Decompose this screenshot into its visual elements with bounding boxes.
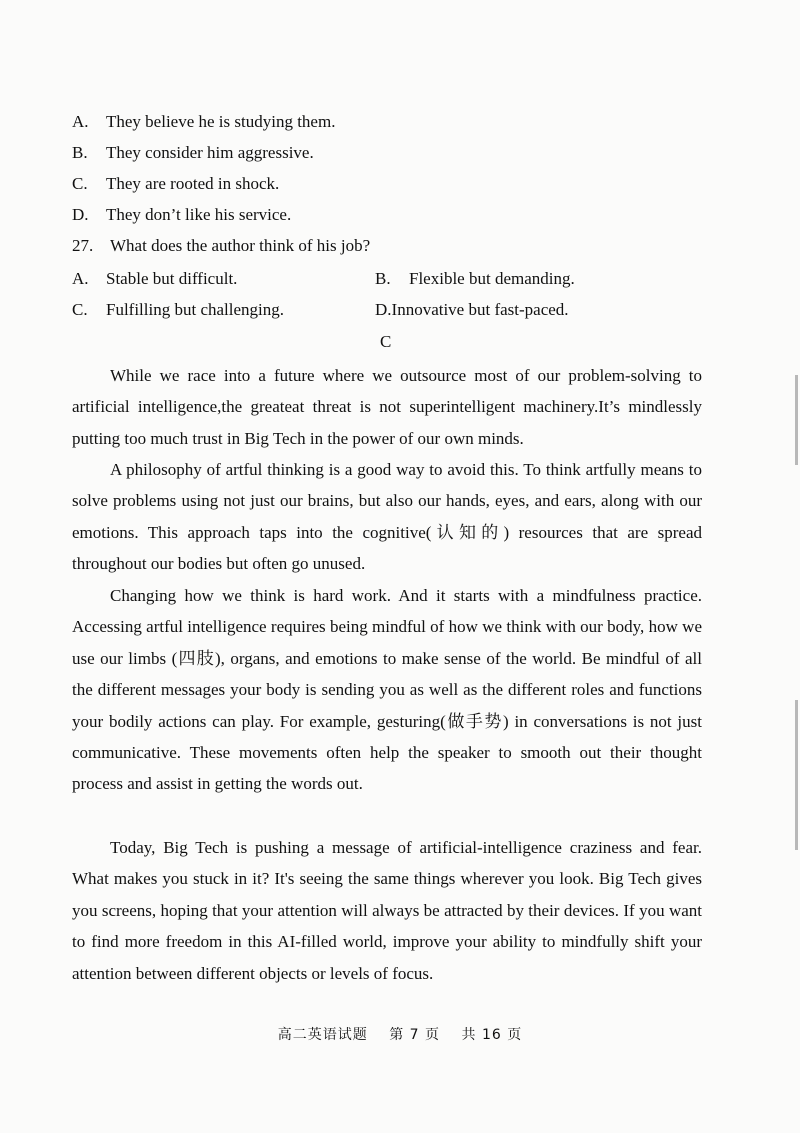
page-footer bbox=[0, 1026, 800, 1044]
scan-edge-mark bbox=[795, 700, 798, 850]
footer-total: 共 16 页 bbox=[461, 1027, 523, 1043]
scan-edge-mark bbox=[795, 375, 798, 465]
option-label: C. bbox=[72, 174, 88, 193]
option-text: Innovative but fast-paced. bbox=[391, 300, 569, 319]
option-label: B. bbox=[375, 269, 391, 288]
option-text: They believe he is studying them. bbox=[106, 112, 336, 131]
option-27-a bbox=[72, 269, 237, 289]
option-text: They don’t like his service. bbox=[106, 205, 292, 224]
option-26-b bbox=[72, 143, 314, 163]
question-text: What does the author think of his job? bbox=[110, 236, 371, 255]
option-26-d bbox=[72, 205, 291, 225]
option-label: D. bbox=[375, 300, 392, 319]
option-27-b bbox=[375, 269, 575, 289]
option-text: Stable but difficult. bbox=[106, 269, 238, 288]
footer-title: 高二英语试题 bbox=[277, 1027, 368, 1043]
option-27-d bbox=[375, 300, 569, 320]
question-number: 27. bbox=[72, 236, 94, 255]
option-label: B. bbox=[72, 143, 88, 162]
passage-paragraph-4: Today, Big Tech is pushing a message of artificial-intelligence craziness and fear. What makes you stuck in it? It's seeing the same things wherever you look. Big Tech gives you screens, hoping that your attention will always be attracted by their devices. If you want to find more freedom in this AI-filled world, improve your ability to mindfully shift your attention between different objects or levels of focus. bbox=[72, 838, 702, 983]
option-text: Fulfilling but challenging. bbox=[106, 300, 285, 319]
option-27-c bbox=[72, 300, 284, 320]
passage-paragraph-1: While we race into a future where we outsource most of our problem-solving to artificial intelligence,the greateat threat is not superintelligent machinery.It’s mindlessly putting too much trust in Big Tech in the power of our own minds. bbox=[72, 366, 702, 448]
section-heading: C bbox=[380, 332, 392, 351]
option-label: C. bbox=[72, 300, 88, 319]
option-label: A. bbox=[72, 269, 89, 288]
footer-page: 第 7 页 bbox=[389, 1027, 441, 1043]
option-text: Flexible but demanding. bbox=[409, 269, 575, 288]
option-text: They are rooted in shock. bbox=[106, 174, 280, 193]
option-label: D. bbox=[72, 205, 89, 224]
passage-paragraph-3: Changing how we think is hard work. And it starts with a mindfulness practice. Accessing artful intelligence requires being mindful of how we think with our body, how we use our limbs (四肢), organs, and emotions to make sense of the world. Be mindful of all the different messages your body is sending you as well as the different roles and functions your bodily actions can play. For example, gesturing(做手势) in conversations is not just communicative. These movements often help the speaker to smooth out their thought process and assist in getting the words out. bbox=[72, 586, 702, 794]
question-27 bbox=[72, 236, 370, 256]
passage-paragraph-2: A philosophy of artful thinking is a good way to avoid this. To think artfully means to solve problems using not just our brains, but also our hands, eyes, and ears, along with our emotions. This approach taps into the cognitive(认知的) resources that are spread throughout our bodies but often go unused. bbox=[72, 460, 702, 574]
option-text: They consider him aggressive. bbox=[106, 143, 314, 162]
option-label: A. bbox=[72, 112, 89, 131]
option-26-c bbox=[72, 174, 279, 194]
option-26-a bbox=[72, 112, 335, 132]
